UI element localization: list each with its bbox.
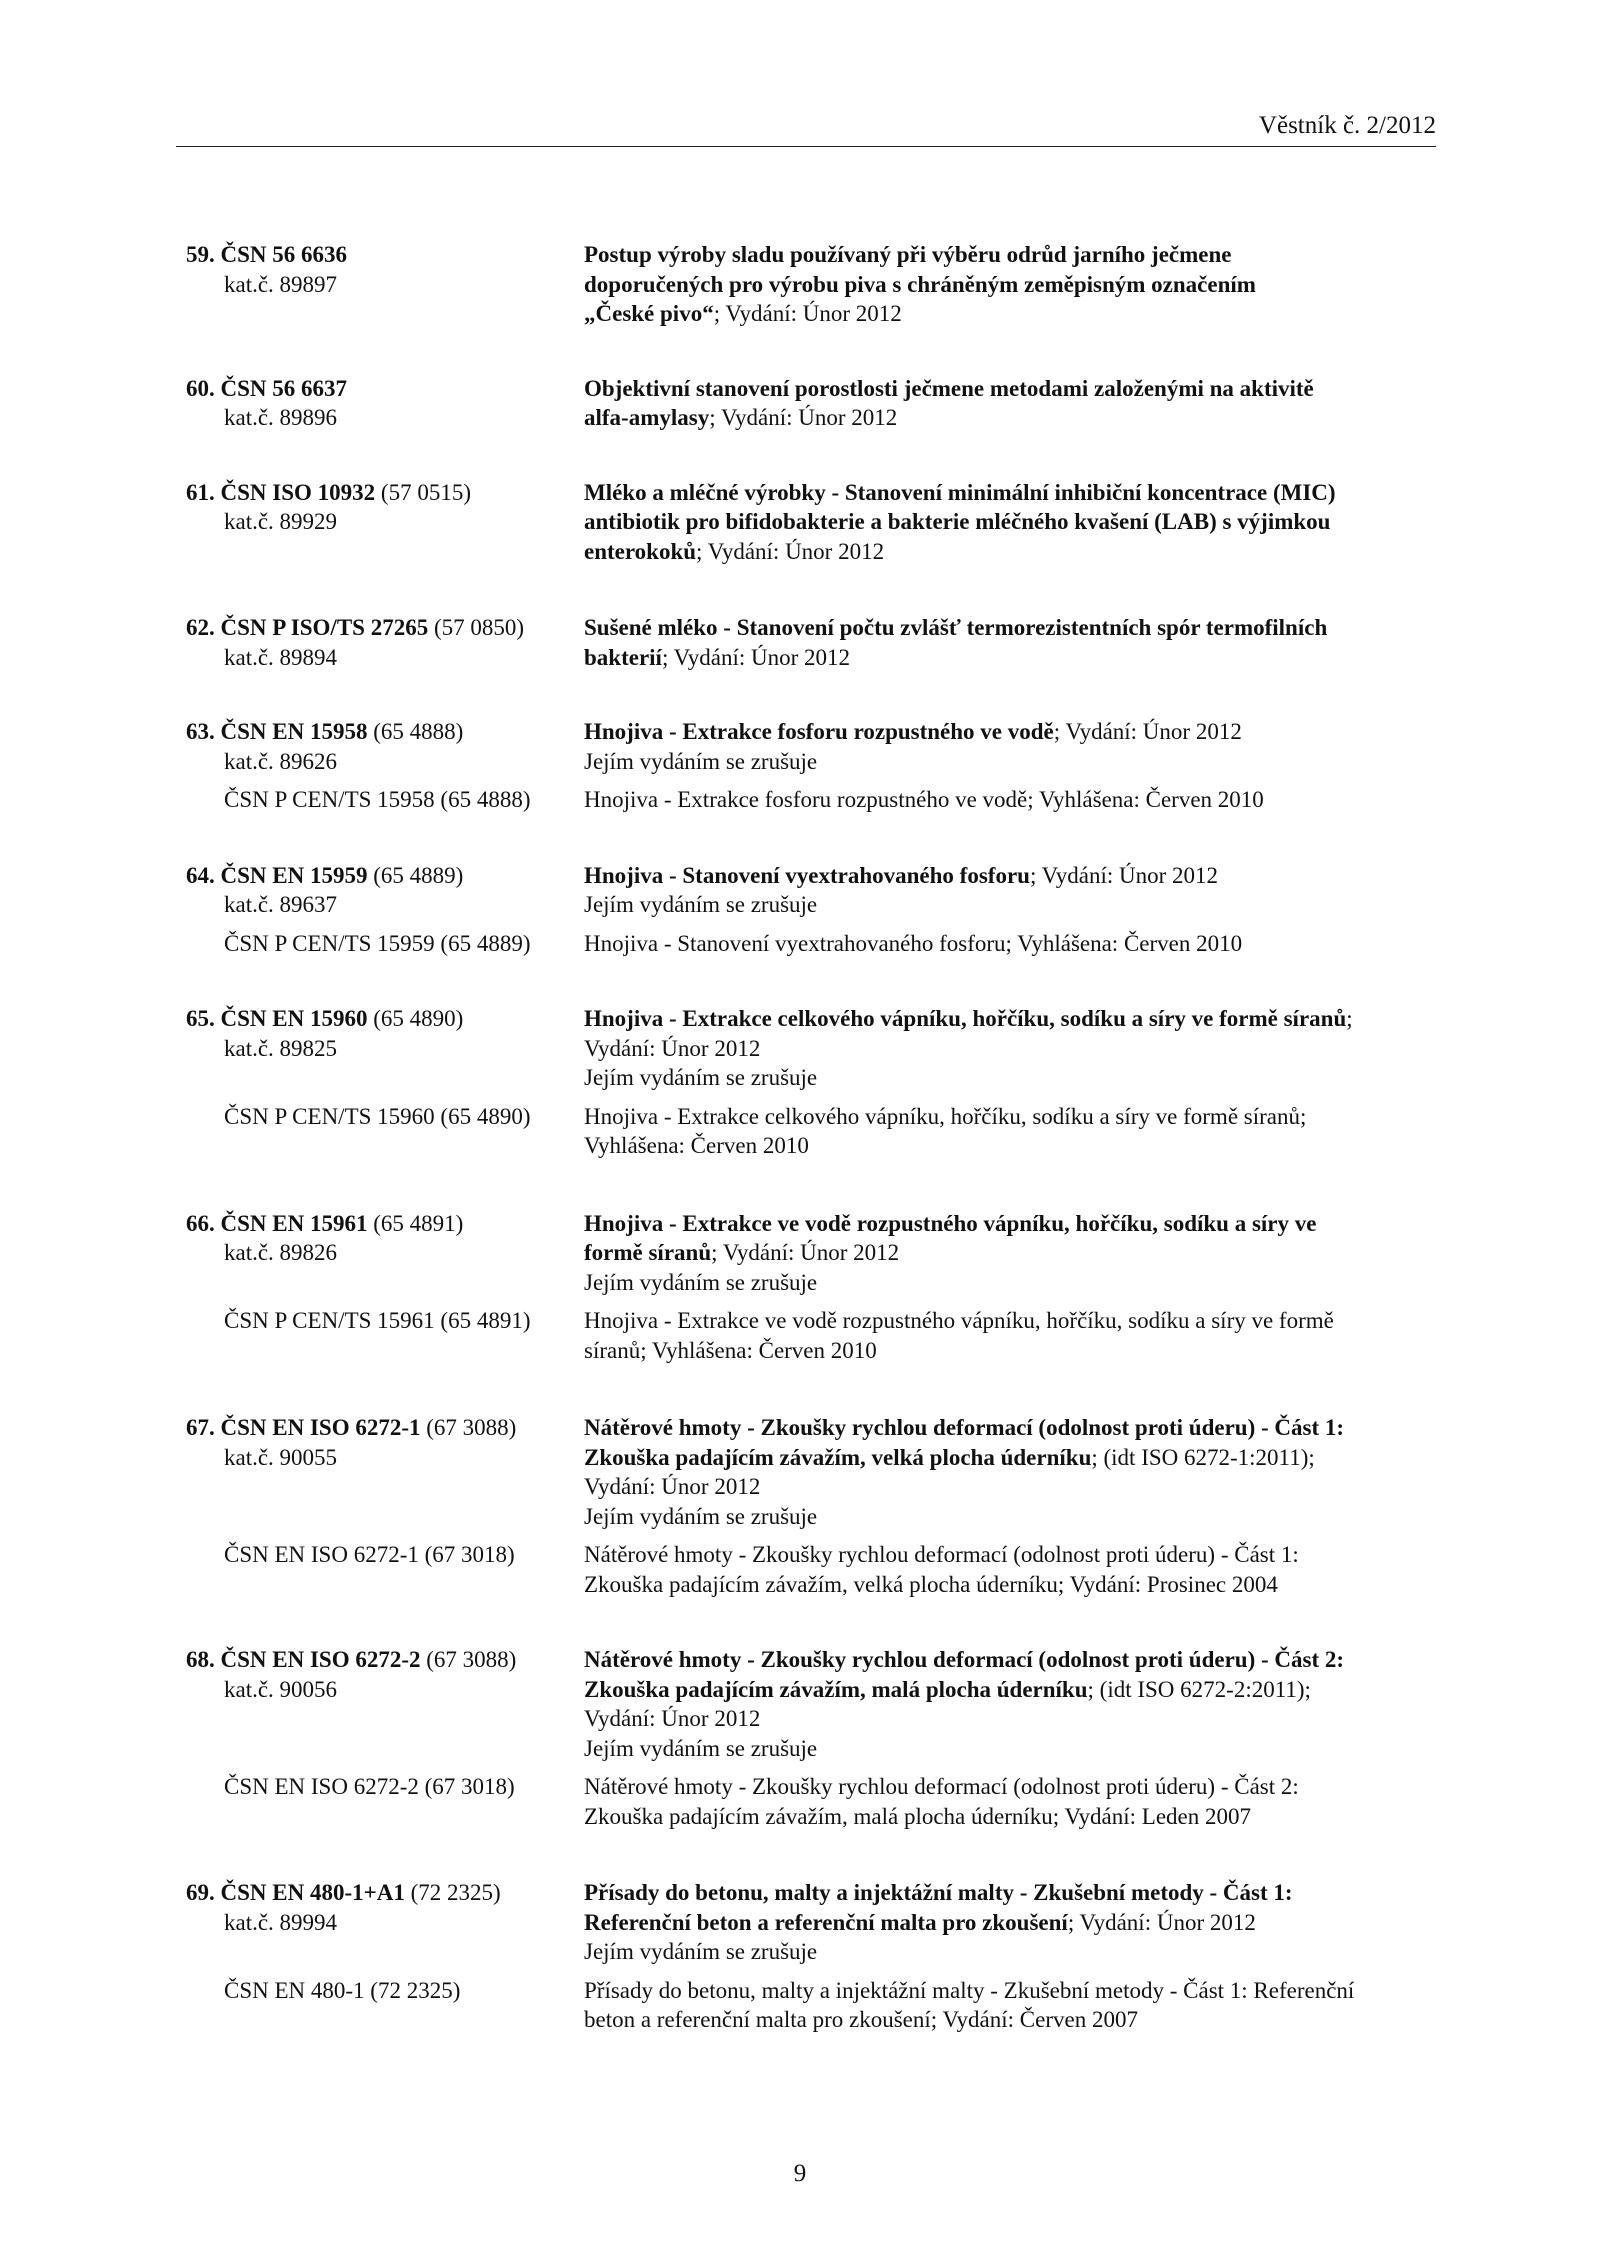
entry-note: Vydání: Únor 2012 — [584, 1035, 761, 1061]
standard-code: ČSN 56 6637 — [220, 375, 348, 401]
entry-number: 66. — [186, 1210, 215, 1236]
entry-number: 64. — [186, 862, 215, 888]
standard-title-line: Hnojiva - Extrakce ve vodě rozpustného vápníku, hořčíku, sodíku a síry ve — [584, 1210, 1317, 1236]
standard-title-line: Přísady do betonu, malty a injektážní malty - Zkušební metody - Část 1: — [584, 1880, 1293, 1905]
withdrawn-description-line: Zkouška padajícím závažím, velká plocha úderníku; Vydání: Prosinec 2004 — [584, 1571, 1278, 1597]
entry-number: 68. — [186, 1647, 215, 1672]
issue-info: ; Vydání: Únor 2012 — [1029, 862, 1218, 888]
issue-info: ; Vydání: Únor 2012 — [711, 1240, 900, 1265]
entry-main-row — [186, 1209, 1436, 1298]
withdrawn-standard-description — [584, 1772, 1436, 1831]
entry-code-line — [186, 478, 584, 508]
entry-number: 67. — [186, 1415, 215, 1440]
classification-code: (57 0515) — [375, 479, 471, 505]
catalog-number: kat.č. 89637 — [224, 892, 338, 917]
standard-code: ČSN ISO 10932 — [220, 479, 376, 505]
withdrawn-standard-code: ČSN P CEN/TS 15958 (65 4888) — [224, 787, 531, 812]
withdrawn-standard-code: ČSN EN ISO 6272-2 (67 3018) — [224, 1774, 515, 1799]
entry-description — [584, 717, 1436, 776]
standard-title-line: Sušené mléko - Stanovení počtu zvlášť termorezistentních spór termofilních — [584, 615, 1328, 640]
entry-description — [584, 1645, 1436, 1763]
classification-code: (65 4891) — [367, 1210, 464, 1236]
standard-title-last-line — [584, 1443, 1436, 1473]
standard-title-last-line — [584, 403, 1436, 433]
standard-code: ČSN P ISO/TS 27265 — [220, 615, 429, 640]
issue-info: ; Vydání: Únor 2012 — [696, 538, 885, 564]
entry-identifier — [186, 374, 584, 433]
withdrawn-standard-row — [186, 1976, 1436, 2035]
entry-main-row — [186, 240, 1436, 329]
entry-note: Jejím vydáním se zrušuje — [584, 1503, 818, 1529]
entry-main-row — [186, 1878, 1436, 1967]
withdrawn-description-line: beton a referenční malta pro zkoušení; Vydání: Červen 2007 — [584, 2007, 1138, 2032]
bulletin-title: Věstník č. 2/2012 — [1258, 112, 1436, 139]
classification-code: (72 2325) — [404, 1880, 501, 1905]
withdrawn-standard-row — [186, 1540, 1436, 1599]
entry-main-row — [186, 717, 1436, 776]
standard-title-line: Postup výroby sladu používaný při výběru odrůd jarního ječmene — [584, 242, 1232, 267]
standard-title-end: Hnojiva - Stanovení vyextrahovaného fosforu — [584, 862, 1030, 888]
standard-title-line: Nátěrové hmoty - Zkoušky rychlou deformací (odolnost proti úderu) - Část 1: — [584, 1415, 1345, 1440]
withdrawn-standard-code: ČSN P CEN/TS 15959 (65 4889) — [224, 930, 531, 956]
entry-number: 63. — [186, 719, 215, 744]
page-header — [176, 108, 1436, 147]
classification-code: (65 4890) — [367, 1006, 464, 1031]
withdrawn-description-line: Hnojiva - Stanovení vyextrahovaného fosforu; Vyhlášena: Červen 2010 — [584, 930, 1243, 956]
standard-entry — [186, 717, 1436, 815]
entry-note: Vydání: Únor 2012 — [584, 1706, 761, 1731]
catalog-number: kat.č. 89994 — [224, 1909, 338, 1935]
entry-identifier — [186, 861, 584, 920]
entry-note: Jejím vydáním se zrušuje — [584, 1269, 818, 1295]
standard-title-last-line — [584, 1675, 1436, 1705]
entry-note: Jejím vydáním se zrušuje — [584, 892, 818, 917]
standard-title-end: alfa-amylasy — [584, 405, 710, 430]
entry-code-line — [186, 861, 584, 891]
entry-identifier — [186, 478, 584, 567]
entry-identifier — [186, 717, 584, 776]
standard-code: ČSN EN 15960 — [220, 1006, 368, 1031]
classification-code: (67 3088) — [420, 1415, 517, 1440]
entry-code-line — [186, 1413, 584, 1443]
standard-title-end: Referenční beton a referenční malta pro zkoušení — [584, 1909, 1068, 1935]
standard-title-line: doporučených pro výrobu piva s chráněným zeměpisným označením — [584, 271, 1256, 297]
withdrawn-description-line: Hnojiva - Extrakce ve vodě rozpustného vápníku, hořčíku, sodíku a síry ve formě — [584, 1308, 1334, 1333]
standard-entry — [186, 861, 1436, 959]
standard-title-line: antibiotik pro bifidobakterie a bakterie mléčného kvašení (LAB) s výjimkou — [584, 509, 1331, 534]
standard-title-end: bakterií — [584, 644, 662, 670]
entry-code-line — [186, 1209, 584, 1239]
withdrawn-description-line: Nátěrové hmoty - Zkoušky rychlou deformací (odolnost proti úderu) - Část 1: — [584, 1542, 1299, 1567]
entry-code-line — [186, 613, 584, 643]
standard-entry — [186, 478, 1436, 567]
standard-code: ČSN EN ISO 6272-1 — [220, 1415, 421, 1440]
entry-main-row — [186, 1413, 1436, 1531]
standard-entry — [186, 1209, 1436, 1366]
standard-entry — [186, 374, 1436, 433]
withdrawn-description-line: Přísady do betonu, malty a injektážní malty - Zkušební metody - Část 1: Referenční — [584, 1977, 1355, 2003]
entry-main-row — [186, 374, 1436, 433]
entry-number: 59. — [186, 242, 215, 267]
entry-main-row — [186, 1004, 1436, 1093]
entry-number: 61. — [186, 479, 215, 505]
standard-title-last-line — [584, 861, 1436, 891]
standard-title-line: Nátěrové hmoty - Zkoušky rychlou deformací (odolnost proti úderu) - Část 2: — [584, 1647, 1345, 1672]
issue-info: ; Vydání: Únor 2012 — [1053, 719, 1242, 744]
issue-info: ; Vydání: Únor 2012 — [709, 405, 898, 430]
standard-title-last-line — [584, 537, 1436, 567]
entry-code-line — [186, 1878, 584, 1908]
standard-entry — [186, 240, 1436, 329]
standard-title-last-line — [584, 1908, 1436, 1938]
withdrawn-description-line: Nátěrové hmoty - Zkoušky rychlou deformací (odolnost proti úderu) - Část 2: — [584, 1774, 1299, 1799]
standard-entry — [186, 1004, 1436, 1161]
withdrawn-standard-code: ČSN EN ISO 6272-1 (67 3018) — [224, 1542, 515, 1567]
entry-identifier — [186, 1413, 584, 1531]
entry-code-line — [186, 717, 584, 747]
withdrawn-description-line: Zkouška padajícím závažím, malá plocha úderníku; Vydání: Leden 2007 — [584, 1803, 1252, 1829]
standard-title-end: Hnojiva - Extrakce celkového vápníku, hořčíku, sodíku a síry ve formě síranů — [584, 1006, 1347, 1031]
withdrawn-standard-row — [186, 1306, 1436, 1365]
entry-code-line — [186, 240, 584, 270]
withdrawn-standard-code: ČSN EN 480-1 (72 2325) — [224, 1977, 461, 2003]
standard-code: ČSN EN 15961 — [220, 1210, 368, 1236]
entry-description — [584, 478, 1436, 567]
withdrawn-description-line: Hnojiva - Extrakce fosforu rozpustného ve vodě; Vyhlášena: Červen 2010 — [584, 787, 1264, 812]
standards-list — [186, 195, 1436, 2035]
standard-title-line: Mléko a mléčné výrobky - Stanovení minimální inhibiční koncentrace (MIC) — [584, 479, 1336, 505]
entry-identifier — [186, 1004, 584, 1093]
standard-title-last-line — [584, 299, 1436, 329]
catalog-number: kat.č. 90055 — [224, 1444, 338, 1470]
standard-title-end: Zkouška padajícím závažím, malá plocha úderníku — [584, 1676, 1088, 1702]
entry-note: Jejím vydáním se zrušuje — [584, 748, 818, 774]
catalog-number: kat.č. 89897 — [224, 271, 338, 297]
entry-code-line — [186, 374, 584, 404]
entry-identifier — [186, 240, 584, 329]
entry-number: 60. — [186, 375, 215, 401]
standard-title-last-line — [584, 1004, 1436, 1034]
withdrawn-standard-code: ČSN P CEN/TS 15961 (65 4891) — [224, 1308, 531, 1333]
entry-identifier — [186, 1645, 584, 1763]
standard-title-end: formě síranů — [584, 1240, 712, 1265]
page-number: 9 — [793, 2160, 807, 2187]
catalog-number: kat.č. 89929 — [224, 509, 338, 534]
withdrawn-standard-row — [186, 929, 1436, 959]
entry-main-row — [186, 613, 1436, 672]
issue-info: ; (idt ISO 6272-1:2011); — [1091, 1444, 1315, 1470]
entry-note: Jejím vydáním se zrušuje — [584, 1939, 818, 1964]
withdrawn-standard-description — [584, 929, 1436, 959]
standard-entry — [186, 613, 1436, 672]
entry-description — [584, 240, 1436, 329]
standard-title-end: „České pivo“ — [584, 301, 714, 326]
entry-identifier — [186, 1878, 584, 1967]
issue-info: ; Vydání: Únor 2012 — [713, 301, 902, 326]
standard-entry — [186, 1645, 1436, 1831]
issue-info: ; — [1346, 1006, 1353, 1031]
standard-title-line: Objektivní stanovení porostlosti ječmene metodami založenými na aktivitě — [584, 375, 1314, 401]
withdrawn-standard-row — [186, 1772, 1436, 1831]
standard-title-last-line — [584, 1238, 1436, 1268]
catalog-number: kat.č. 89826 — [224, 1240, 338, 1265]
entry-number: 62. — [186, 615, 215, 640]
entry-number: 69. — [186, 1880, 215, 1905]
standard-title-end: enterokoků — [584, 538, 697, 564]
entry-number: 65. — [186, 1006, 215, 1031]
entry-description — [584, 861, 1436, 920]
withdrawn-standard-code: ČSN P CEN/TS 15960 (65 4890) — [224, 1103, 531, 1129]
entry-identifier — [186, 613, 584, 672]
withdrawn-standard-row — [186, 1102, 1436, 1161]
withdrawn-standard-description — [584, 1976, 1436, 2035]
standard-code: ČSN 56 6636 — [220, 242, 348, 267]
standard-title-end: Hnojiva - Extrakce fosforu rozpustného ve vodě — [584, 719, 1054, 744]
standard-code: ČSN EN 15959 — [220, 862, 368, 888]
catalog-number: kat.č. 90056 — [224, 1676, 338, 1702]
withdrawn-standard-description — [584, 1540, 1436, 1599]
issue-info: ; (idt ISO 6272-2:2011); — [1087, 1676, 1311, 1702]
entry-code-line — [186, 1004, 584, 1034]
standard-code: ČSN EN 15958 — [220, 719, 368, 744]
entry-description — [584, 613, 1436, 672]
standard-title-end: Zkouška padajícím závažím, velká plocha úderníku — [584, 1444, 1092, 1470]
classification-code: (65 4889) — [367, 862, 464, 888]
catalog-number: kat.č. 89825 — [224, 1035, 338, 1061]
catalog-number: kat.č. 89894 — [224, 644, 338, 670]
entry-description — [584, 1878, 1436, 1967]
entry-code-line — [186, 1645, 584, 1675]
entry-identifier — [186, 1209, 584, 1298]
withdrawn-description-line: Vyhlášena: Červen 2010 — [584, 1133, 809, 1158]
standard-entry — [186, 1413, 1436, 1599]
entry-note: Jejím vydáním se zrušuje — [584, 1065, 818, 1090]
withdrawn-standard-description — [584, 1102, 1436, 1161]
catalog-number: kat.č. 89896 — [224, 405, 338, 430]
entry-main-row — [186, 478, 1436, 567]
entry-main-row — [186, 1645, 1436, 1763]
entry-description — [584, 374, 1436, 433]
classification-code: (67 3088) — [420, 1647, 517, 1672]
withdrawn-description-line: síranů; Vyhlášena: Červen 2010 — [584, 1337, 877, 1363]
classification-code: (57 0850) — [428, 615, 525, 640]
standard-code: ČSN EN 480-1+A1 — [220, 1880, 405, 1905]
entry-description — [584, 1413, 1436, 1531]
issue-info: ; Vydání: Únor 2012 — [1067, 1909, 1256, 1935]
classification-code: (65 4888) — [367, 719, 464, 744]
entry-description — [584, 1004, 1436, 1093]
standard-title-last-line — [584, 643, 1436, 673]
entry-main-row — [186, 861, 1436, 920]
entry-description — [584, 1209, 1436, 1298]
entry-note: Jejím vydáním se zrušuje — [584, 1735, 818, 1761]
catalog-number: kat.č. 89626 — [224, 748, 338, 774]
withdrawn-standard-description — [584, 1306, 1436, 1365]
issue-info: ; Vydání: Únor 2012 — [661, 644, 850, 670]
standard-title-last-line — [584, 717, 1436, 747]
withdrawn-standard-row — [186, 785, 1436, 815]
entry-note: Vydání: Únor 2012 — [584, 1474, 761, 1499]
standard-code: ČSN EN ISO 6272-2 — [220, 1647, 421, 1672]
withdrawn-description-line: Hnojiva - Extrakce celkového vápníku, hořčíku, sodíku a síry ve formě síranů; — [584, 1103, 1307, 1129]
withdrawn-standard-description — [584, 785, 1436, 815]
standard-entry — [186, 1878, 1436, 2035]
